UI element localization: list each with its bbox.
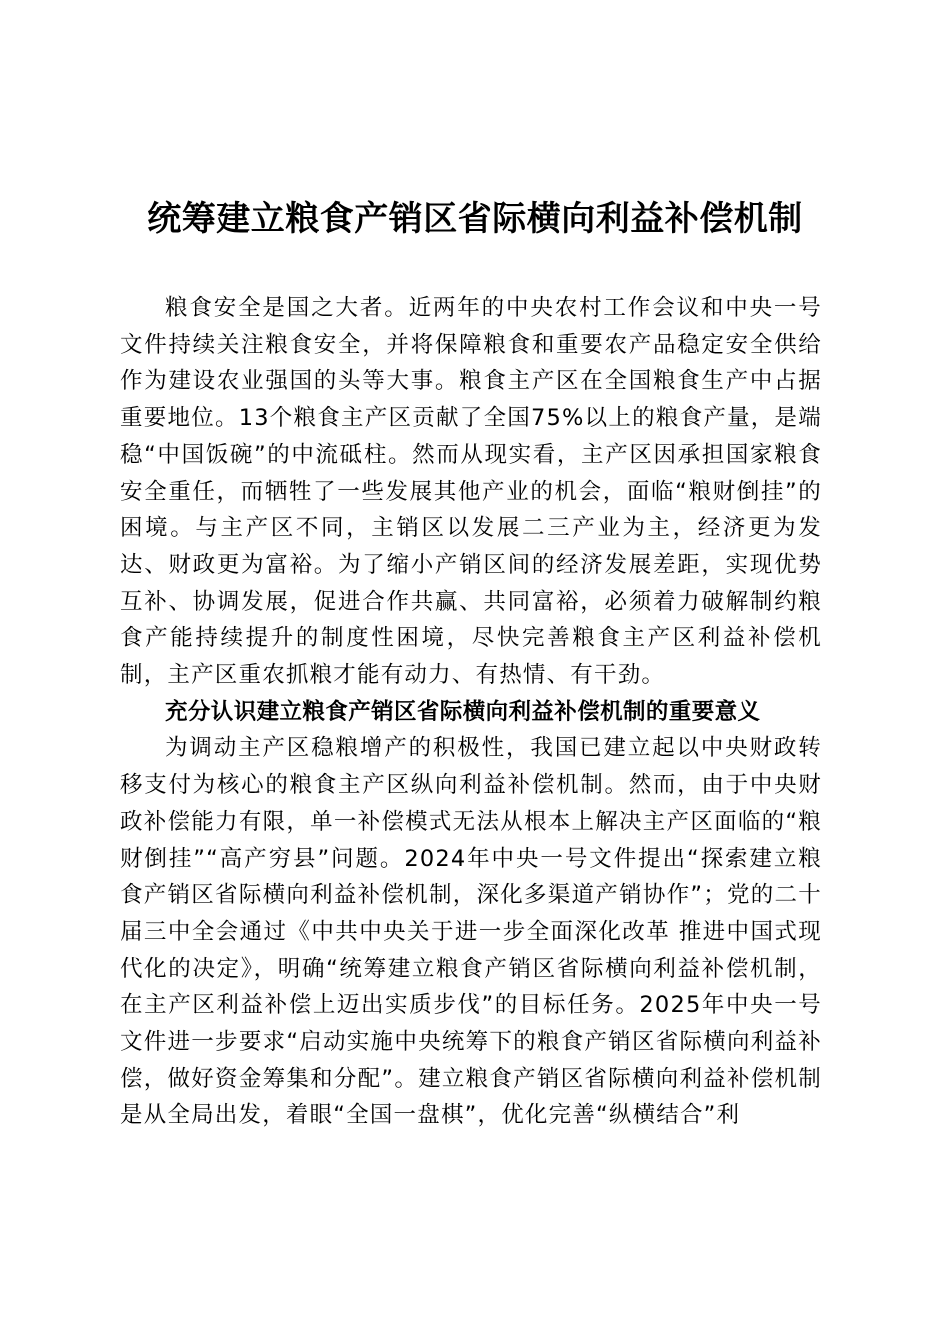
section-heading: 充分认识建立粮食产销区省际横向利益补偿机制的重要意义 [165, 698, 761, 725]
document-body [120, 290, 822, 1134]
paragraph-significance: 为调动主产区稳粮增产的积极性，我国已建立起以中央财政转移支付为核心的粮食主产区纵向利益补偿机制。然而，由于中央财政补偿能力有限，单一补偿模式无法从根本上解决主产区面临的“粮财倒挂”“高产穷县”问题。2024年中央一号文件提出“探索建立粮食产销区省际横向利益补偿机制，深化多渠道产销协作”；党的二十届三中全会通过《中共中央关于进一步全面深化改革 推进中国式现代化的决定》，明确“统筹建立粮食产销区省际横向利益补偿机制，在主产区利益补偿上迈出实质步伐”的目标任务。2025年中央一号文件进一步要求“启动实施中央统筹下的粮食产销区省际横向利益补偿，做好资金筹集和分配”。建立粮食产销区省际横向利益补偿机制是从全局出发，着眼“全国一盘棋”，优化完善“纵横结合”利 [120, 735, 822, 1129]
document-title: 统筹建立粮食产销区省际横向利益补偿机制 [147, 199, 803, 239]
paragraph-intro: 粮食安全是国之大者。近两年的中央农村工作会议和中央一号文件持续关注粮食安全，并将保障粮食和重要农产品稳定安全供给作为建设农业强国的头等大事。粮食主产区在全国粮食生产中占据重要地位。13个粮食主产区贡献了全国75%以上的粮食产量，是端稳“中国饭碗”的中流砥柱。然而从现实看，主产区因承担国家粮食安全重任，而牺牲了一些发展其他产业的机会，面临“粮财倒挂”的困境。与主产区不同，主销区以发展二三产业为主，经济更为发达、财政更为富裕。为了缩小产销区间的经济发展差距，实现优势互补、协调发展，促进合作共赢、共同富裕，必须着力破解制约粮食产能持续提升的制度性困境，尽快完善粮食主产区利益补偿机制，主产区重农抓粮才能有动力、有热情、有干劲。 [120, 295, 822, 689]
